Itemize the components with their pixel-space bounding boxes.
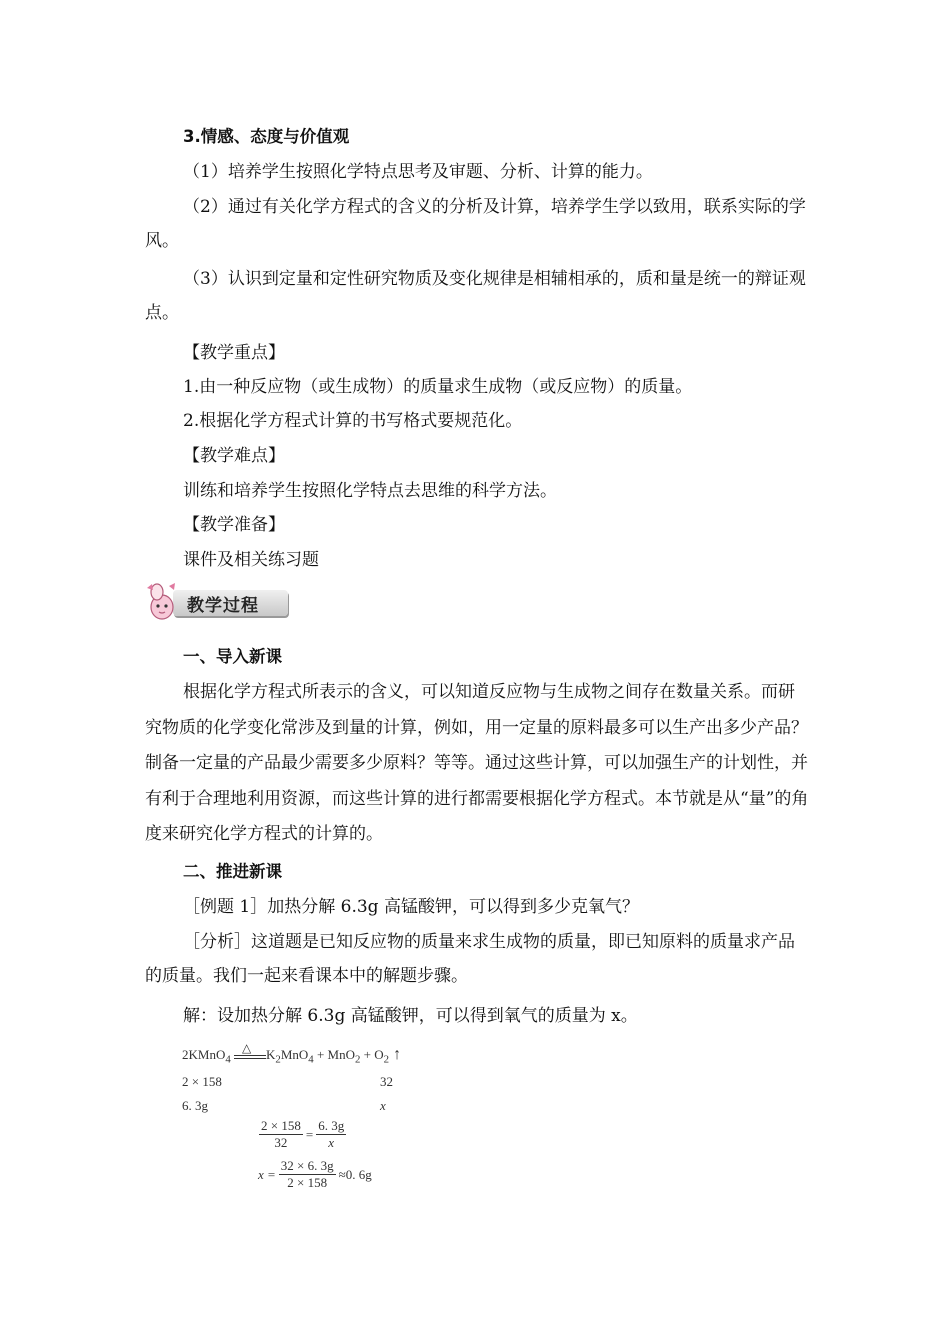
eq-row3-right: x	[380, 1098, 386, 1113]
preparation-text: 课件及相关练习题	[183, 550, 319, 570]
ratio-right-num: 6. 3g	[318, 1118, 345, 1133]
ratio-left-den: 32	[274, 1135, 288, 1150]
key-point-1: 1.由一种反应物（或生成物）的质量求生成物（或反应物）的质量。	[183, 377, 693, 397]
banner-label: 教学过程	[187, 596, 259, 616]
result-fraction	[279, 1158, 336, 1191]
eq-row2-left: 2 × 158	[182, 1074, 222, 1089]
difficulties-label: 【教学难点】	[183, 446, 285, 466]
eq-product1: K	[266, 1047, 276, 1062]
eq-heat-arrow	[234, 1041, 266, 1059]
example-question: ［例题 1］加热分解 6.3g 高锰酸钾，可以得到多少克氧气？	[183, 897, 639, 917]
teaching-process-banner	[143, 580, 288, 622]
eq-product1-mid: MnO	[280, 1047, 309, 1062]
eq-product1-sub1: 2	[275, 1053, 281, 1066]
eq-product3-sub: 2	[383, 1053, 390, 1066]
result-equation	[258, 1158, 372, 1191]
ratio-right-den: x	[328, 1135, 335, 1150]
value-item-1: （1）培养学生按照化学特点思考及审题、分析、计算的能力。	[183, 162, 653, 182]
cartoon-mascot-icon	[143, 580, 183, 622]
intro-paragraph: 根据化学方程式所表示的含义，可以知道反应物与生成物之间存在数量关系。而研究物质的化学变化常涉及到量的计算，例如，用一定量的原料最多可以生产出多少产品？制备一定量的产品最少需要多少原料？等等。通过这些计算，可以加强生产的计划性，并有利于合理地利用资源，而这些计算的进行都需要根据化学方程式。本节就是从“量”的角度来研究化学方程式的计算的。	[145, 682, 809, 844]
result-den: 2 × 158	[287, 1175, 328, 1190]
eq-gas-arrow: ↑	[389, 1046, 402, 1063]
chemical-equation	[182, 1041, 402, 1066]
section-heading: 3.情感、态度与价值观	[183, 127, 350, 146]
value-item-3: （3）认识到定量和定性研究物质及变化规律是相辅相承的，质和量是统一的辩证观点。	[145, 269, 806, 323]
solution-line: 解：设加热分解 6.3g 高锰酸钾，可以得到氧气的质量为 x。	[183, 1006, 638, 1026]
preparation-label: 【教学准备】	[183, 515, 285, 535]
eq-row2-right: 32	[380, 1074, 393, 1089]
analysis-paragraph: ［分析］这道题是已知反应物的质量来求生成物的质量，即已知原料的质量求产品的质量。我们一起来看课本中的解题步骤。	[145, 932, 795, 986]
ratio-equation	[256, 1118, 349, 1151]
eq-row3-left: 6. 3g	[182, 1098, 208, 1113]
ratio-right-fraction	[316, 1118, 346, 1151]
eq-reactant: 2KMnO	[182, 1047, 226, 1062]
eq-condition: △	[242, 1041, 252, 1055]
ratio-left-fraction	[259, 1118, 303, 1151]
key-point-2: 2.根据化学方程式计算的书写格式要规范化。	[183, 411, 523, 431]
ratio-equals: =	[305, 1126, 314, 1142]
result-value: ≈0. 6g	[338, 1166, 372, 1182]
result-num: 32 × 6. 3g	[280, 1158, 334, 1173]
result-variable: x =	[258, 1166, 276, 1182]
key-points-label: 【教学重点】	[183, 343, 285, 363]
eq-reactant-sub: 4	[225, 1053, 231, 1066]
eq-product2: + MnO	[313, 1047, 355, 1062]
new-lesson-heading: 二、推进新课	[183, 862, 282, 881]
ratio-left-num: 2 × 158	[261, 1118, 301, 1133]
difficulties-text: 训练和培养学生按照化学特点去思维的科学方法。	[183, 481, 557, 501]
intro-heading: 一、导入新课	[183, 647, 282, 666]
value-item-2: （2）通过有关化学方程式的含义的分析及计算，培养学生学以致用，联系实际的学风。	[145, 197, 806, 251]
eq-product1-sub2: 4	[308, 1053, 314, 1066]
eq-product2-sub: 2	[354, 1053, 361, 1066]
eq-product3: + O	[360, 1047, 384, 1062]
